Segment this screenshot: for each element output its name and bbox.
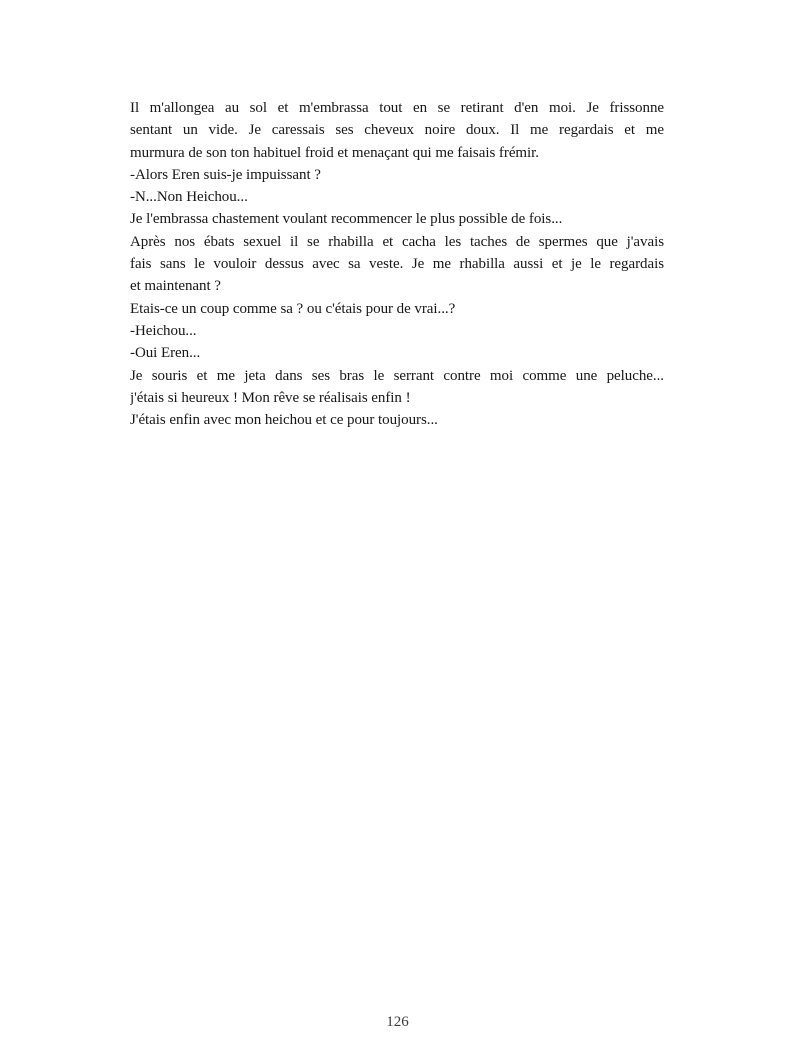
text-block xyxy=(130,97,664,431)
page-number: 126 xyxy=(386,1014,409,1030)
text-line: Après nos ébats sexuel il se rhabilla et cacha les taches de spermes que j'avais xyxy=(130,233,664,250)
text-line: fais sans le vouloir dessus avec sa veste. Je me rhabilla aussi et je le regardais xyxy=(130,256,664,273)
text-line: Etais-ce un coup comme sa ? ou c'étais pour de vrai...? xyxy=(130,300,456,317)
text-line: -Alors Eren suis-je impuissant ? xyxy=(130,166,321,183)
text-line: Je l'embrassa chastement voulant recommencer le plus possible de fois... xyxy=(130,211,563,228)
text-line: -N...Non Heichou... xyxy=(130,189,248,206)
text-line: et maintenant ? xyxy=(130,278,221,295)
text-line: Je souris et me jeta dans ses bras le serrant contre moi comme une peluche... xyxy=(130,367,664,384)
text-line: J'étais enfin avec mon heichou et ce pour toujours... xyxy=(130,412,438,429)
text-line: -Heichou... xyxy=(130,322,197,339)
text-line: j'étais si heureux ! Mon rêve se réalisais enfin ! xyxy=(130,389,411,406)
text-line: -Oui Eren... xyxy=(130,345,201,362)
text-line: sentant un vide. Je caressais ses cheveux noire doux. Il me regardais et me xyxy=(130,122,664,139)
text-line: murmura de son ton habituel froid et menaçant qui me faisais frémir. xyxy=(130,144,539,161)
text-line: Il m'allongea au sol et m'embrassa tout en se retirant d'en moi. Je frissonne xyxy=(130,100,664,116)
